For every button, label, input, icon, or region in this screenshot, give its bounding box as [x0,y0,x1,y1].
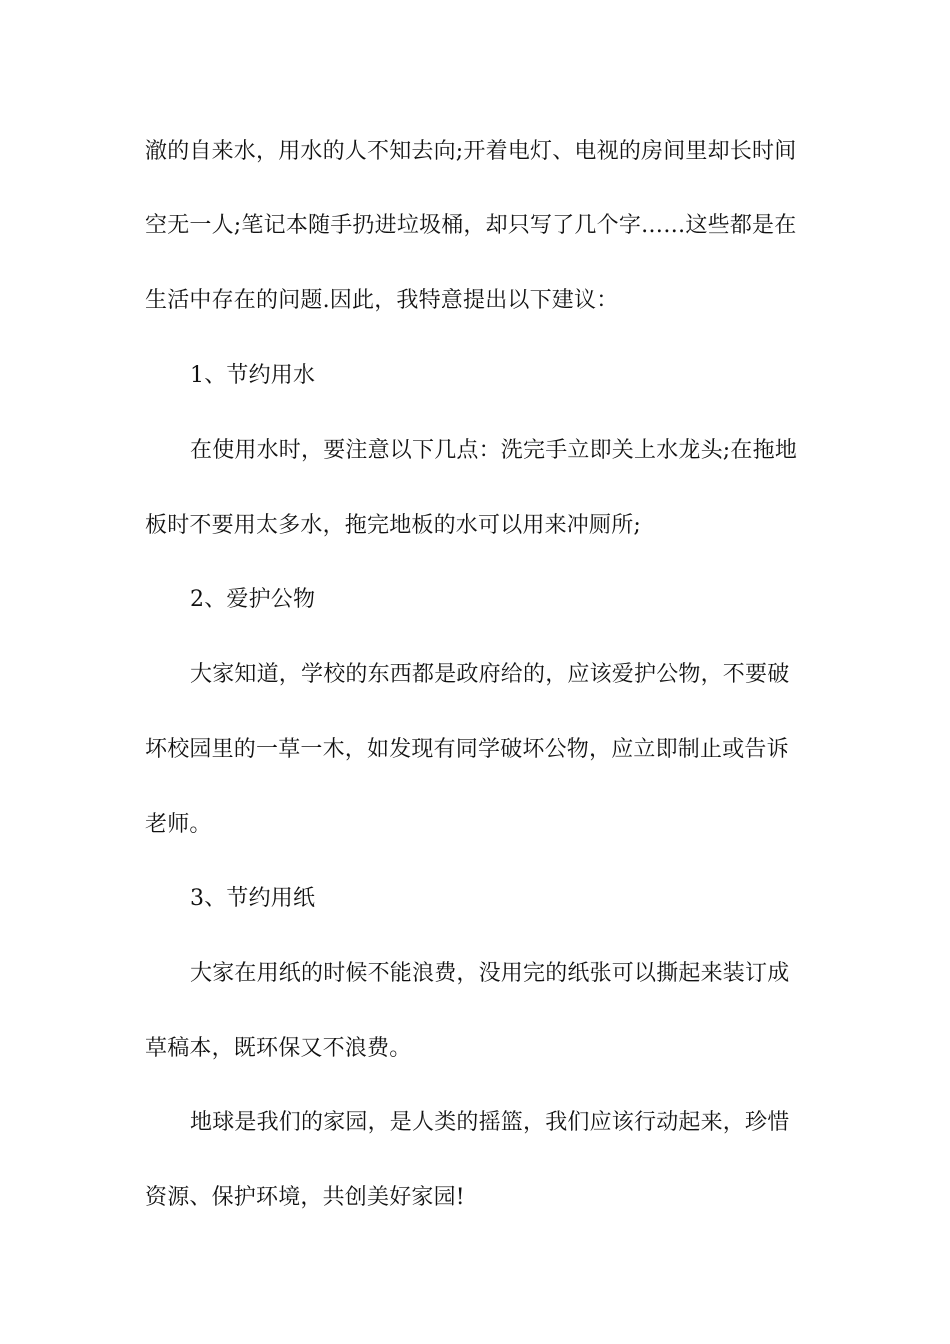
section-heading: 1、节约用水 [190,363,316,388]
body-text-line: 老师。 [145,812,212,837]
body-text-line: 坏校园里的一草一木，如发现有同学破坏公物，应立即制止或告诉 [145,737,789,762]
section-heading: 3、节约用纸 [190,886,316,911]
body-text-line: 草稿本，既环保又不浪费。 [145,1036,412,1061]
body-text-line: 澈的自来水，用水的人不知去向;开着电灯、电视的房间里却长时间 [145,139,797,164]
body-text-line: 大家在用纸的时候不能浪费，没用完的纸张可以撕起来装订成 [190,961,790,986]
body-text-line: 在使用水时，要注意以下几点：洗完手立即关上水龙头;在拖地 [190,438,798,463]
body-text-line: 生活中存在的问题.因此，我特意提出以下建议： [145,288,619,313]
body-text-line: 资源、保护环境，共创美好家园! [145,1185,465,1210]
body-text-line: 板时不要用太多水，拖完地板的水可以用来冲厕所; [145,513,642,538]
body-text-line: 空无一人;笔记本随手扔进垃圾桶，却只写了几个字……这些都是在 [145,213,797,238]
body-text-line: 大家知道，学校的东西都是政府给的，应该爱护公物，不要破 [190,662,790,687]
body-text-line: 地球是我们的家园，是人类的摇篮，我们应该行动起来，珍惜 [190,1110,790,1135]
section-heading: 2、爱护公物 [190,587,316,612]
